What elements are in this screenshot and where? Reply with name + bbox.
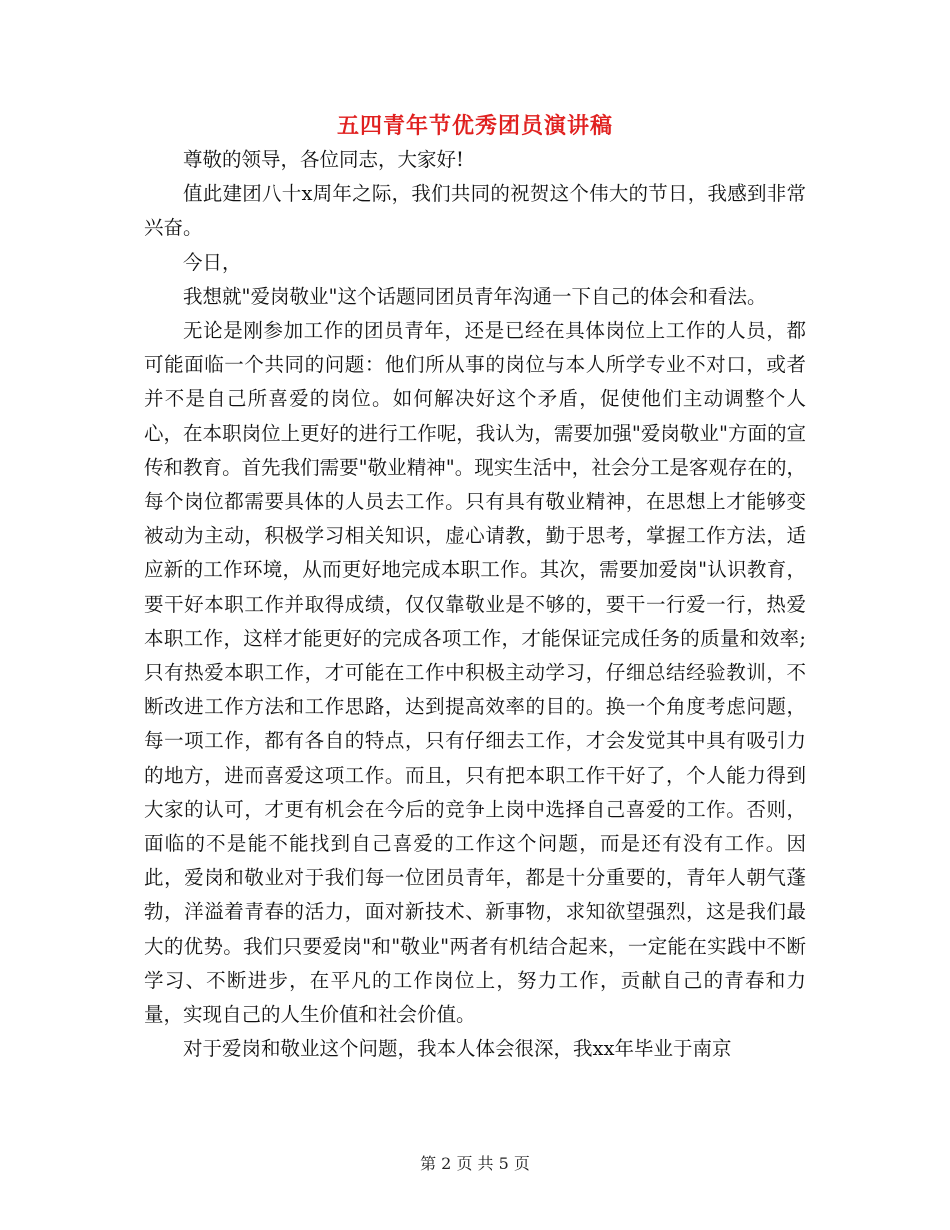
- document-title: 五四青年节优秀团员演讲稿: [336, 113, 613, 139]
- document-body: [144, 143, 806, 1066]
- paragraph-today: 今日，: [183, 250, 242, 274]
- paragraph-greeting: 尊敬的领导，各位同志，大家好!: [183, 148, 464, 171]
- paragraph-personal: 对于爱岗和敬业这个问题，我本人体会很深，我xx年毕业于南京: [183, 1037, 732, 1061]
- paragraph-topic: 我想就"爱岗敬业"这个话题同团员青年沟通一下自己的体会和看法。: [183, 284, 767, 308]
- paragraph-occasion: 值此建团八十x周年之际，我们共同的祝贺这个伟大的节日，我感到非常兴奋。: [144, 182, 806, 240]
- page-number-footer: 第 2 页 共 5 页: [420, 1154, 530, 1173]
- paragraph-main: 无论是刚参加工作的团员青年，还是已经在具体岗位上工作的人员，都可能面临一个共同的问题：他们所从事的岗位与本人所学专业不对口，或者并不是自己所喜爱的岗位。如何解决好这个矛盾，促使他们主动调整个人心，在本职岗位上更好的进行工作呢，我认为，需要加强"爱岗敬业"方面的宣传和教育。首先我们需要"敬业精神"。现实生活中，社会分工是客观存在的，每个岗位都需要具体的人员去工作。只有具有敬业精神，在思想上才能够变被动为主动，积极学习相关知识，虚心请教，勤于思考，掌握工作方法，适应新的工作环境，从而更好地完成本职工作。其次，需要加爱岗"认识教育，要干好本职工作并取得成绩，仅仅靠敬业是不够的，要干一行爱一行，热爱本职工作，这样才能更好的完成各项工作，才能保证完成任务的质量和效率;只有热爱本职工作，才可能在工作中积极主动学习，仔细总结经验教训，不断改进工作方法和工作思路，达到提高效率的目的。换一个角度考虑问题，每一项工作，都有各自的特点，只有仔细去工作，才会发觉其中具有吸引力的地方，进而喜爱这项工作。而且，只有把本职工作干好了，个人能力得到大家的认可，才更有机会在今后的竞争上岗中选择自己喜爱的工作。否则，面临的不是能不能找到自己喜爱的工作这个问题，而是还有没有工作。因此，爱岗和敬业对于我们每一位团员青年，都是十分重要的，青年人朝气蓬勃，洋溢着青春的活力，面对新技术、新事物，求知欲望强烈，这是我们最大的优势。我们只要爱岗"和"敬业"两者有机结合起来，一定能在实践中不断学习、不断进步，在平凡的工作岗位上，努力工作，贡献自己的青春和力量，实现自己的人生价值和社会价值。: [144, 319, 806, 1027]
